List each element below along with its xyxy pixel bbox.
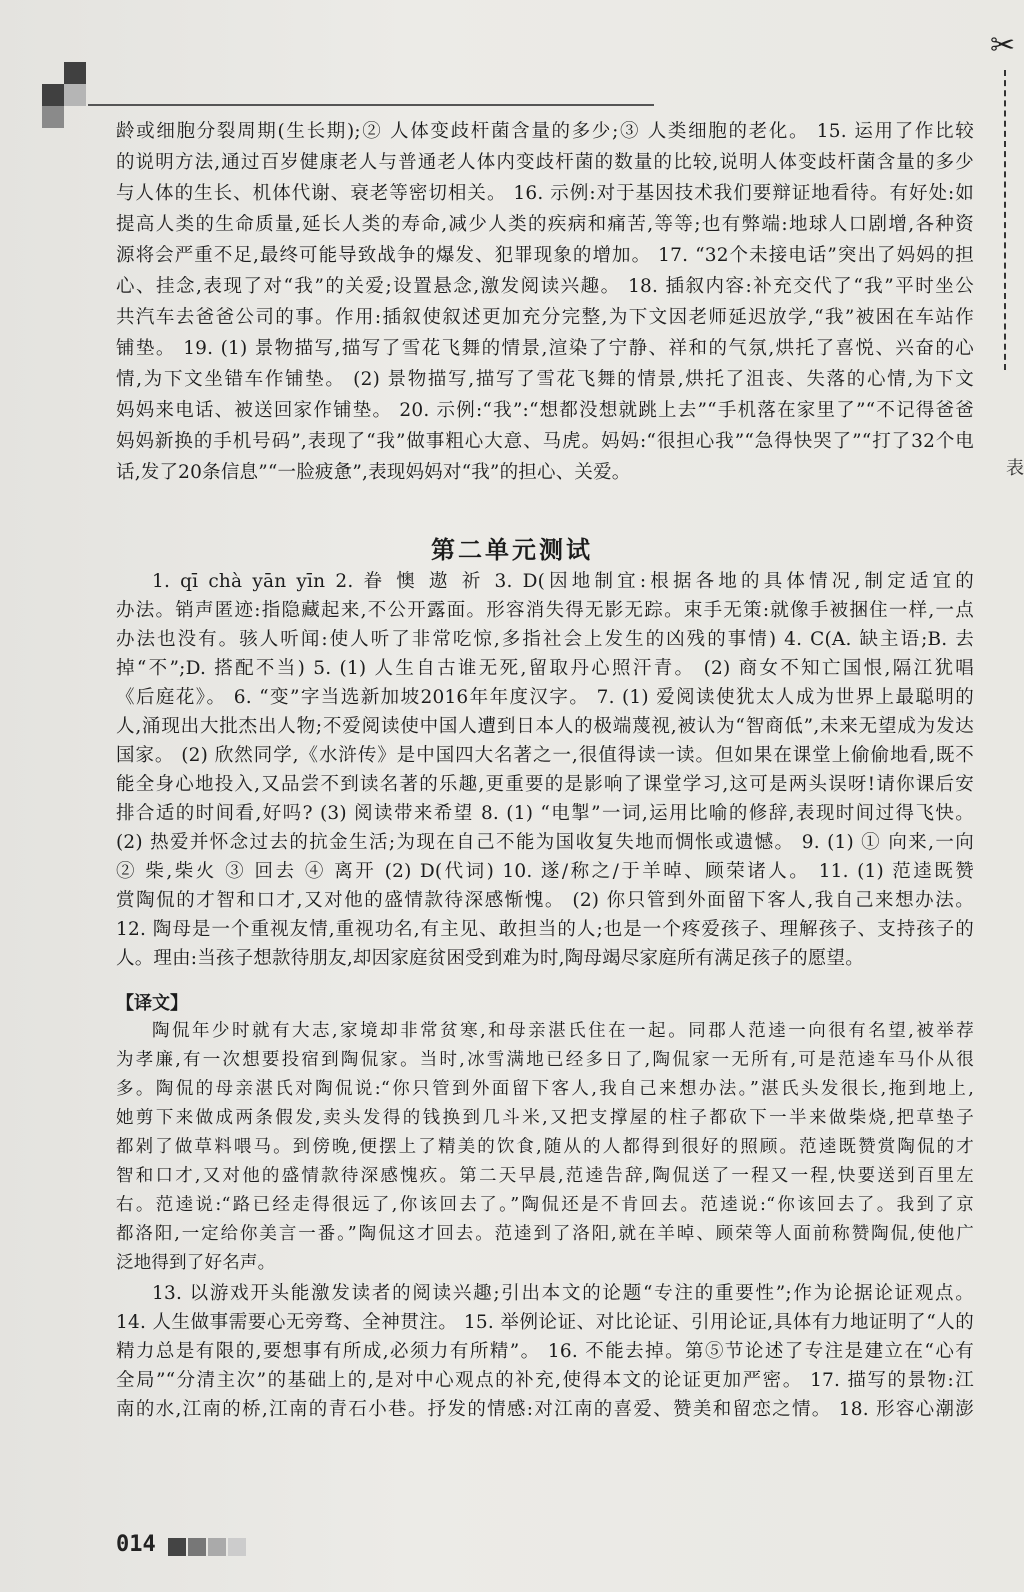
scissors-icon: ✂ [990, 28, 1016, 63]
text-line: 赏陶侃的才智和口才,又对他的盛情款待深感惭愧。 (2) 你只管到外面留下客人,我自己来想办法。 [116, 890, 974, 911]
text-line: 她剪下来做成两条假发,卖头发得的钱换到几斗米,又把支撑屋的柱子都砍下一半来做柴烧,把草垫子 [116, 1108, 974, 1128]
text-line: 排合适的时间看,好吗? (3) 阅读带来希望 8. (1) “电掣”一词,运用比喻的修辞,表现时间过得飞快。 [116, 803, 974, 824]
text-line: 14. 人生做事需要心无旁骛、全神贯注。 15. 举例论证、对比论证、引用论证,具体有力地证明了“人的 [116, 1312, 974, 1333]
text-line: 能全身心地投入,又品尝不到读名著的乐趣,更重要的是影响了课堂学习,这可是两头误呀!请你课后安 [116, 774, 974, 795]
text-line: 泛地得到了好名声。 [116, 1253, 276, 1273]
text-line: 1. qī chà yān yīn 2. 眷 懊 遨 祈 3. D(因地制宜:根据各地的具体情况,制定适宜的 [152, 571, 974, 592]
text-line: ② 柴,柴火 ③ 回去 ④ 离开 (2) D(代词) 10. 遂/称之/于羊晫、顾荣诸人。 11. (1) 范逵既赞 [116, 861, 974, 882]
text-line: 龄或细胞分裂周期(生长期);② 人体变歧杆菌含量的多少;③ 人类细胞的老化。 15. 运用了作比较 [116, 121, 974, 142]
text-line: 13. 以游戏开头能激发读者的阅读兴趣;引出本文的论题“专注的重要性”;作为论据论证观点。 [152, 1283, 974, 1304]
text-line: 提高人类的生命质量,延长人类的寿命,减少人类的疾病和痛苦,等等;也有弊端:地球人口剧增,各种资 [116, 214, 974, 235]
text-line: 全局”“分清主次”的基础上的,是对中心观点的补充,使得本文的论证更加严密。 17. 描写的景物:江 [116, 1370, 974, 1391]
text-line: 右。范逵说:“路已经走得很远了,你该回去了。”陶侃还是不肯回去。范逵说:“你该回去了。我到了京 [116, 1195, 974, 1215]
text-line: 源将会严重不足,最终可能导致战争的爆发、犯罪现象的增加。 17. “32个未接电话”突出了妈妈的担 [116, 245, 974, 266]
footer-decoration [208, 1538, 226, 1556]
text-line: 共汽车去爸爸公司的事。作用:插叙使叙述更加充分完整,为下文因老师延迟放学,“我”被困在车站作 [116, 307, 974, 328]
text-line: 都洛阳,一定给你美言一番。”陶侃这才回去。范逵到了洛阳,就在羊晫、顾荣等人面前称赞陶侃,使他广 [116, 1224, 974, 1244]
text-line: 掉“不”;D. 搭配不当) 5. (1) 人生自古谁无死,留取丹心照汗青。 (2) 商女不知亡国恨,隔江犹唱 [116, 658, 974, 679]
text-line: 办法也没有。骇人听闻:使人听了非常吃惊,多指社会上发生的凶残的事情) 4. C(A. 缺主语;B. 去 [116, 629, 974, 650]
text-line: 陶侃年少时就有大志,家境却非常贫寒,和母亲湛氏住在一起。同郡人范逵一向很有名望,被举荐 [152, 1021, 974, 1041]
footer-decoration [188, 1538, 206, 1556]
text-line: 国家。 (2) 欣然同学,《水浒传》是中国四大名著之一,很值得读一读。但如果在课堂上偷偷地看,既不 [116, 745, 974, 766]
text-line: 南的水,江南的桥,江南的青石小巷。抒发的情感:对江南的喜爱、赞美和留恋之情。 18. 形容心潮澎 [116, 1399, 974, 1420]
text-line: 妈妈新换的手机号码”,表现了“我”做事粗心大意、马虎。妈妈:“很担心我”“急得快哭了”“打了32个电 [116, 431, 974, 452]
header-rule [88, 104, 654, 106]
header-decoration-square [64, 62, 86, 84]
text-line: 人。理由:当孩子想款待朋友,却因家庭贫困受到难为时,陶母竭尽家庭所有满足孩子的愿望。 [116, 948, 864, 969]
section-title: 第二单元测试 [431, 536, 593, 564]
text-line: 铺垫。 19. (1) 景物描写,描写了雪花飞舞的情景,渲染了宁静、祥和的气氛,烘托了喜悦、兴奋的心 [116, 338, 974, 359]
text-line: 都剁了做草料喂马。到傍晚,便摆上了精美的饮食,随从的人都得到很好的照顾。范逵既赞赏陶侃的才 [116, 1137, 974, 1157]
text-line: 智和口才,又对他的盛情款待深感愧疚。第二天早晨,范逵告辞,陶侃送了一程又一程,快要送到百里左 [116, 1166, 974, 1186]
text-line: 办法。销声匿迹:指隐藏起来,不公开露面。形容消失得无影无踪。束手无策:就像手被捆住一样,一点 [116, 600, 974, 621]
translation-label: 【译文】 [116, 993, 188, 1014]
text-line: 多。陶侃的母亲湛氏对陶侃说:“你只管到外面留下客人,我自己来想办法。”湛氏头发很长,拖到地上, [116, 1079, 974, 1099]
cut-line [1004, 70, 1006, 370]
text-line: 情,为下文坐错车作铺垫。 (2) 景物描写,描写了雪花飞舞的情景,烘托了沮丧、失落的心情,为下文 [116, 369, 974, 390]
side-tab-label: 表 [1006, 458, 1024, 479]
text-line: 12. 陶母是一个重视友情,重视功名,有主见、敢担当的人;也是一个疼爱孩子、理解孩子、支持孩子的 [116, 919, 974, 940]
text-line: 人,涌现出大批杰出人物;不爱阅读使中国人遭到日本人的极端蔑视,被认为“智商低”,未来无望成为发达 [116, 716, 974, 737]
text-line: 与人体的生长、机体代谢、衰老等密切相关。 16. 示例:对于基因技术我们要辩证地看待。有好处:如 [116, 183, 974, 204]
page-number: 014 [116, 1532, 156, 1557]
header-decoration-square [42, 106, 64, 128]
text-line: 精力总是有限的,要想事有所成,必须力有所精”。 16. 不能去掉。第⑤节论述了专注是建立在“心有 [116, 1341, 974, 1362]
text-line: 的说明方法,通过百岁健康老人与普通老人体内变歧杆菌的数量的比较,说明人体变歧杆菌含量的多少 [116, 152, 974, 173]
text-line: 话,发了20条信息”“一脸疲惫”,表现妈妈对“我”的担心、关爱。 [116, 462, 631, 483]
text-line: 《后庭花》。 6. “变”字当选新加坡2016年年度汉字。 7. (1) 爱阅读使犹太人成为世界上最聪明的 [116, 687, 974, 708]
text-line: 为孝廉,有一次想要投宿到陶侃家。当时,冰雪满地已经多日了,陶侃家一无所有,可是范逵车马仆从很 [116, 1050, 974, 1070]
text-line: (2) 热爱并怀念过去的抗金生活;为现在自己不能为国收复失地而惆怅或遗憾。 9. (1) ① 向来,一向 [116, 832, 974, 853]
footer-decoration [168, 1538, 186, 1556]
text-line: 妈妈来电话、被送回家作铺垫。 20. 示例:“我”:“想都没想就跳上去”“手机落在家里了”“不记得爸爸 [116, 400, 974, 421]
header-decoration-square [42, 84, 64, 106]
text-line: 心、挂念,表现了对“我”的关爱;设置悬念,激发阅读兴趣。 18. 插叙内容:补充交代了“我”平时坐公 [116, 276, 974, 297]
header-decoration-square [64, 84, 86, 106]
footer-decoration [228, 1538, 246, 1556]
